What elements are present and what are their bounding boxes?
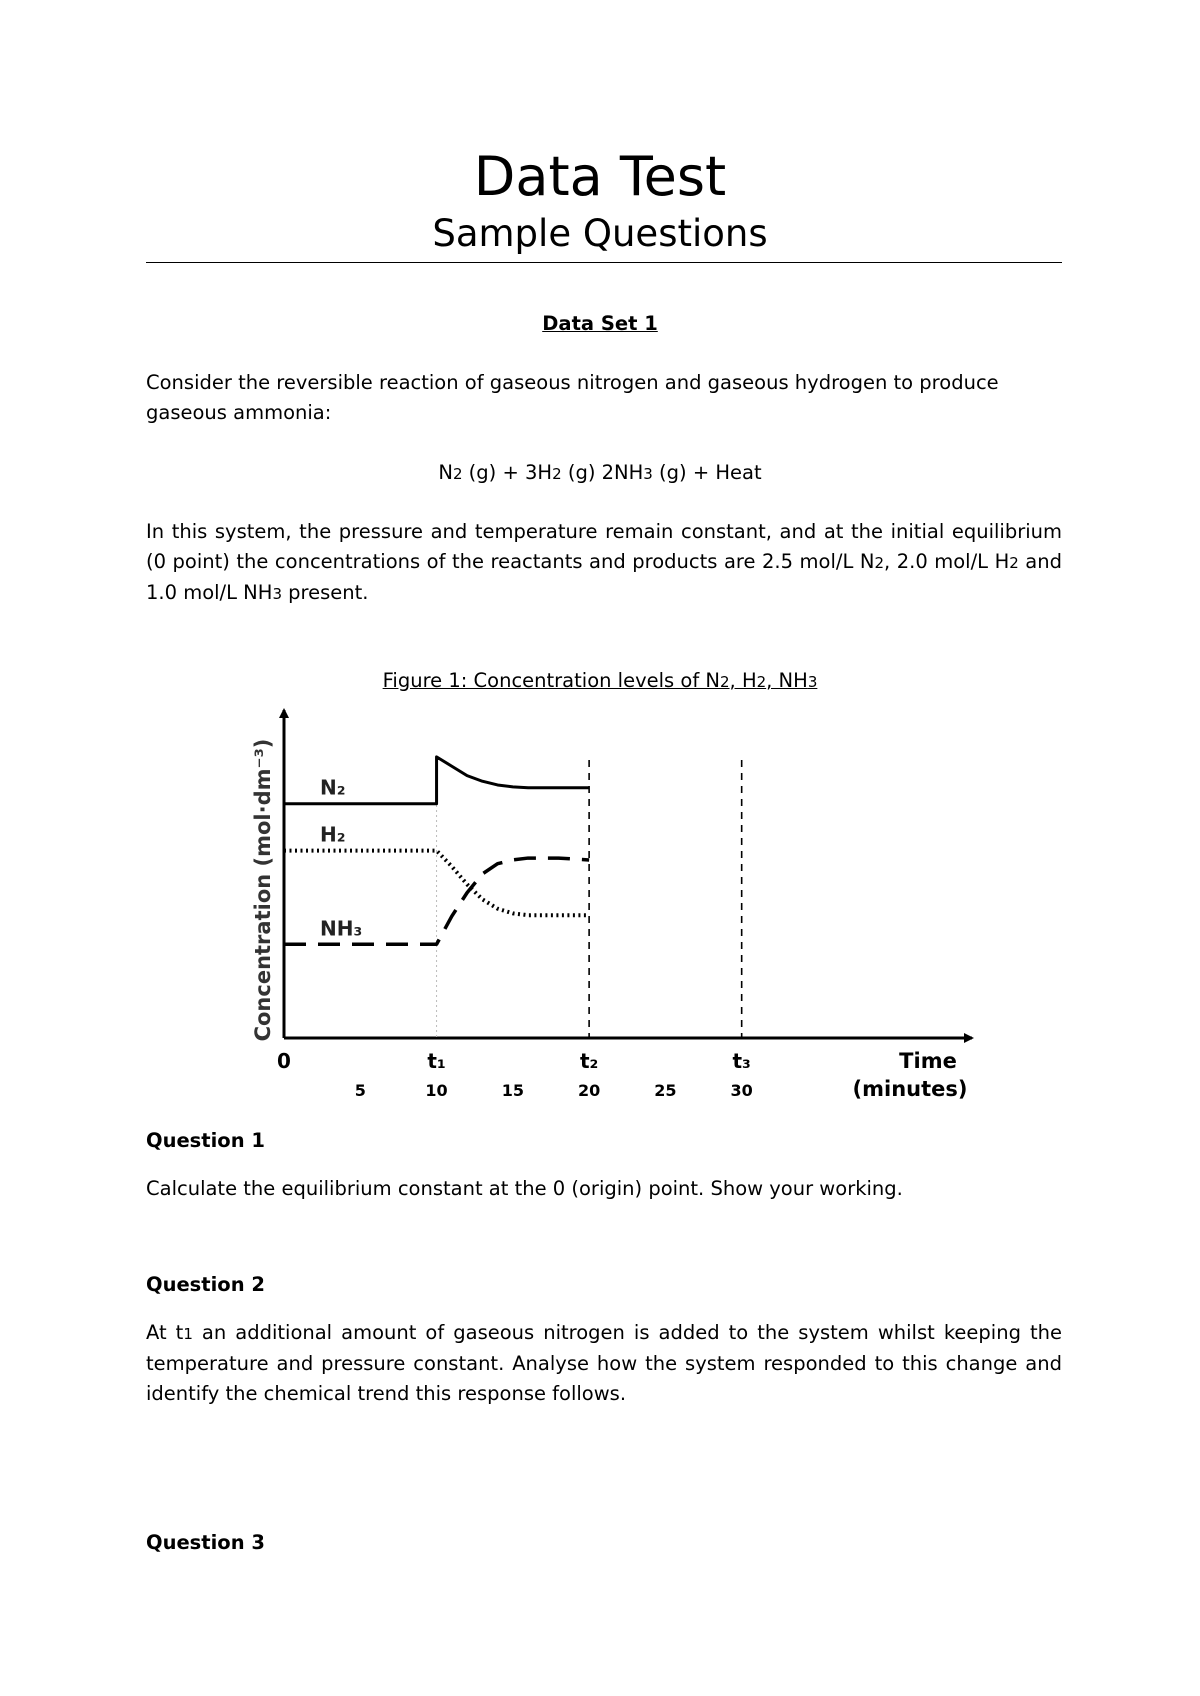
question-2-heading: Question 2 — [146, 1273, 265, 1296]
question-1-text: Calculate the equilibrium constant at the 0 (origin) point. Show your working. — [146, 1177, 903, 1200]
question-3-heading: Question 3 — [146, 1531, 265, 1554]
x-tick-label: 30 — [730, 1081, 753, 1100]
x-tick-label: 15 — [501, 1081, 524, 1100]
page-title: Data Test — [473, 145, 727, 208]
series-label-3: NH₃ — [320, 916, 363, 941]
x-tick-label: 25 — [654, 1081, 677, 1100]
series-label-1: N₂ — [320, 775, 346, 800]
question-1-heading: Question 1 — [146, 1129, 265, 1152]
data-set-heading: Data Set 1 — [542, 312, 658, 335]
chart-axes — [284, 710, 972, 1038]
x-tick-label: 20 — [577, 1081, 601, 1100]
question-2-text: At t1 an additional amount of gaseous nitrogen is added to the system whilst keeping the temperature and pressure constant. Analyse how the system responded to this change and identify the chemical trend this response follows. — [146, 1321, 1062, 1405]
conditions-paragraph: In this system, the pressure and temperature remain constant, and at the initial equilibrium (0 point) the concentrations of the reactants and products are 2.5 mol/L N2, 2.0 mol/L H2 and 1.0 mol/L NH3 present. — [146, 520, 1062, 604]
x-axis-label-line2: (minutes) — [852, 1077, 968, 1100]
figure-caption: Figure 1: Concentration levels of N2, H2, NH3 — [382, 669, 818, 692]
x-tick-label: 5 — [354, 1081, 366, 1100]
y-axis-label: Concentration (mol·dm⁻³) — [251, 738, 275, 1042]
event-label-3: t₃ — [732, 1049, 751, 1073]
event-label-2: t₂ — [579, 1049, 599, 1073]
origin-label: 0 — [277, 1049, 291, 1073]
page-subtitle: Sample Questions — [432, 212, 768, 255]
x-axis-label-line1: Time — [899, 1049, 957, 1073]
title-divider — [146, 262, 1062, 263]
intro-paragraph: Consider the reversible reaction of gaseous nitrogen and gaseous hydrogen to produce gaseous ammonia: — [146, 371, 999, 424]
series-label-2: H₂ — [320, 822, 346, 847]
reaction-equation: N2 (g) + 3H2 (g) 2NH3 (g) + Heat — [438, 461, 762, 484]
event-label-1: t₁ — [427, 1049, 446, 1073]
concentration-chart — [240, 700, 980, 1100]
x-tick-label: 10 — [425, 1081, 448, 1100]
